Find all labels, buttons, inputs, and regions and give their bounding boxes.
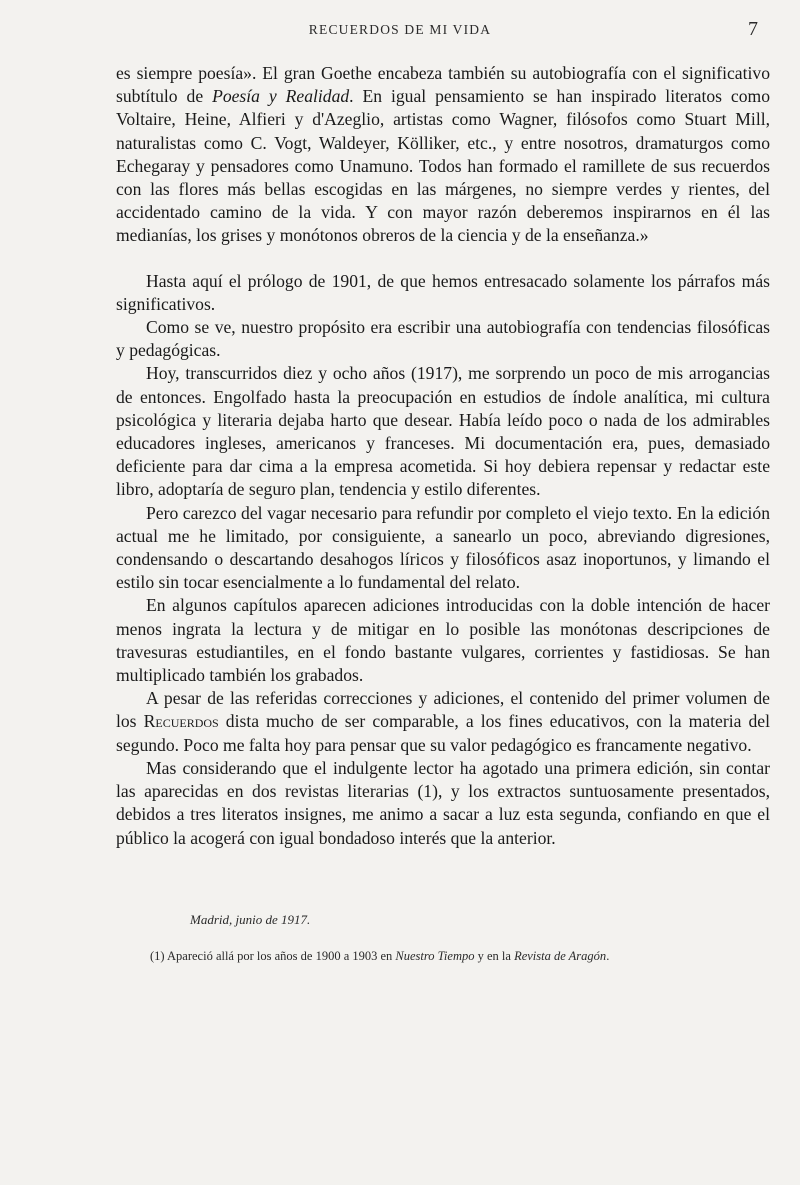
quote-text-end: . En igual pensamiento se han inspirado literatos como Voltaire, Heine, Alfieri y d'Azeglio, artistas como Wagner, filósofos como Stuart Mill, naturalistas como C. Vogt, Waldeyer, Kölliker, etc., y entre nosotros, dramaturgos como Echegaray y pensadores como Unamuno. Todos han formado el ramillete de sus recuerdos con las flores más bellas escogidas en las márgenes, no siempre verdes y rientes, del accidentado camino de la vida. Y con mayor razón deberemos inspirarnos en él las medianías, los grises y monótonos obreros de la ciencia y de la enseñanza.» — [116, 86, 771, 246]
quote-continuation-paragraph — [116, 62, 770, 248]
footnote-journal-revista-de-aragon: Revista de Aragón — [514, 949, 607, 963]
running-title: RECUERDOS DE MI VIDA — [308, 22, 492, 37]
paragraph-prologue-note: Hasta aquí el prólogo de 1901, de que hemos entresacado solamente los párrafos más significativos. — [116, 270, 770, 314]
body-text — [116, 62, 770, 850]
footnote-text-a: (1) Apareció allá por los años de 1900 a 1903 en — [150, 949, 396, 963]
paragraph-revision: Pero carezco del vagar necesario para refundir por completo el viejo texto. En la edición actual me he limitado, por consiguiente, a sanearlo un poco, abreviando digresiones, condensando o descartando desahogos líricos y filosóficos asaz inoportunos, y limando el estilo sin tocar esencialmente a lo fundamental del relato. — [116, 502, 770, 593]
recuerdos-smallcaps: Recuerdos — [143, 711, 219, 732]
paragraph-today: Hoy, transcurridos diez y ocho años (1917), me sorprendo un poco de mis arrogancias de entonces. Engolfado hasta la preocupación en estudios de índole analítica, mi cultura psicológica y literaria dejaba harto que desear. Había leído poco o nada de los admirables educadores ingleses, americanos y franceses. Mi documentación era, pues, demasiado deficiente para dar cima a la empresa acometida. Si hoy debiera repensar y redactar este libro, adoptaría de seguro plan, tendencia y estilo diferentes. — [116, 363, 770, 500]
paragraph-additions: En algunos capítulos aparecen adiciones introducidas con la doble intención de hacer menos ingrata la lectura y de mitigar en lo posible las monótonas descripciones de travesuras estudiantiles, en el fondo bastante vulgares, corrientes y fastidiosas. Se han multiplicado también los grabados. — [116, 595, 770, 686]
footnote — [150, 949, 770, 964]
paragraph-second-edition: Mas considerando que el indulgente lector ha agotado una primera edición, sin contar las aparecidas en dos revistas literarias (1), y los extractos suntuosamente presentados, debidos a tres literatos insignes, me animo a sacar a luz esta segunda, confiando en que el público la acogerá con igual bondadoso interés que la anterior. — [116, 757, 770, 848]
comparison-text-start: A pesar de las referidas correcciones y adiciones, el contenido del primer volumen de los — [116, 688, 770, 732]
paragraph-purpose: Como se ve, nuestro propósito era escribir una autobiografía con tendencias filosóficas y pedagógicas. — [116, 317, 770, 361]
footnote-text-c: y en la — [474, 949, 515, 963]
page-number: 7 — [748, 18, 758, 40]
footnote-journal-nuestro-tiempo: Nuestro Tiempo — [395, 949, 475, 963]
footnote-text-e: . — [606, 949, 610, 963]
page-header — [0, 18, 800, 46]
paragraph-comparison — [116, 687, 770, 757]
book-title-poesia-y-realidad: Poesía y Realidad — [212, 86, 350, 107]
quote-text-start: es siempre poesía». El gran Goethe encabeza también su autobiografía con el significativo subtítulo de — [116, 63, 770, 107]
comparison-text-end: dista mucho de ser comparable, a los fines educativos, con la materia del segundo. Poco me falta hoy para pensar que su valor pedagógico es francamente negativo. — [116, 711, 770, 755]
signature-date: Madrid, junio de 1917. — [190, 912, 311, 927]
